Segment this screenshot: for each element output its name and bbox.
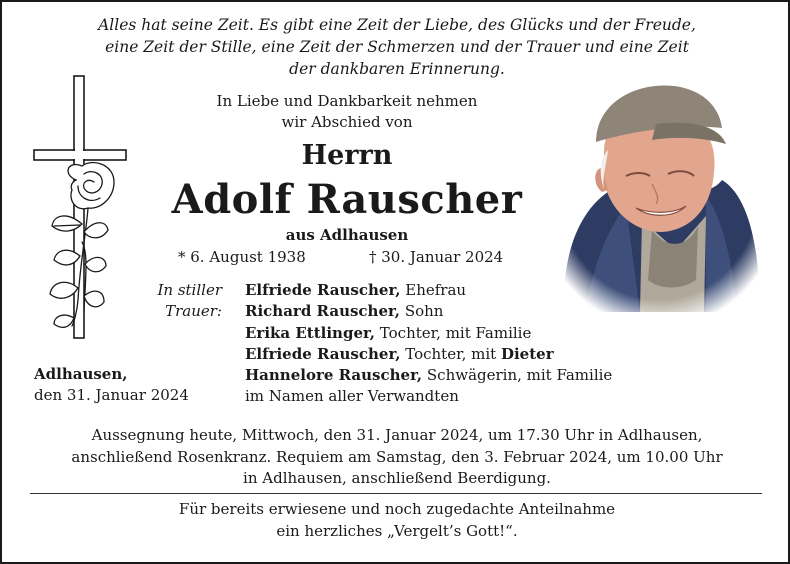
intro-text bbox=[142, 91, 552, 133]
mourning-label bbox=[122, 280, 222, 322]
mourner-name: Hannelore Rauscher, bbox=[245, 366, 423, 385]
deceased-origin: aus Adlhausen bbox=[285, 226, 409, 244]
intro-line: In Liebe und Dankbarkeit nehmen bbox=[216, 92, 478, 110]
divider bbox=[30, 493, 762, 494]
intro-line: wir Abschied von bbox=[281, 113, 413, 131]
mourner-entry bbox=[245, 344, 612, 365]
funeral-details bbox=[42, 425, 752, 490]
mourner-name: Elfriede Rauscher, bbox=[245, 281, 401, 299]
mourner-relation: Tochter, mit bbox=[400, 344, 501, 363]
thanks-line: ein herzliches „Vergelt’s Gott!“. bbox=[276, 521, 518, 540]
portrait-photo bbox=[556, 80, 762, 312]
mourners-list bbox=[245, 280, 612, 408]
death-date: † 30. Januar 2024 bbox=[369, 248, 504, 266]
place: Adlhausen, bbox=[34, 365, 128, 383]
mourning-label-line: Trauer: bbox=[165, 302, 222, 320]
quote-line: Alles hat seine Zeit. Es gibt eine Zeit der Liebe, des Glücks und der Freude, bbox=[98, 16, 696, 34]
thanks-line: Für bereits erwiesene und noch zugedachte Anteilnahme bbox=[178, 500, 616, 518]
mourner-relation: Sohn bbox=[400, 302, 444, 321]
birth-date: * 6. August 1938 bbox=[178, 248, 306, 266]
mourner-entry bbox=[245, 323, 612, 344]
funeral-line: anschließend Rosenkranz. Requiem am Samstag, den 3. Februar 2024, um 10.00 Uhr bbox=[71, 447, 723, 466]
quote-line: eine Zeit der Stille, eine Zeit der Schmerzen und der Trauer und eine Zeit bbox=[105, 38, 689, 56]
mourner-entry bbox=[245, 280, 612, 301]
deceased-name: Adolf Rauscher bbox=[171, 176, 523, 223]
date: den 31. Januar 2024 bbox=[34, 386, 189, 404]
mourner-relation: Tochter, mit Familie bbox=[375, 323, 532, 342]
mourner-entry bbox=[245, 301, 612, 322]
mourner-name: Elfriede Rauscher, bbox=[245, 344, 401, 363]
mourner-extra: Dieter bbox=[500, 344, 554, 363]
mourner-name: Erika Ettlinger, bbox=[245, 323, 376, 342]
mourners-closing: im Namen aller Verwandten bbox=[245, 387, 459, 406]
opening-quote bbox=[42, 14, 752, 80]
funeral-line: in Adlhausen, anschließend Beerdigung. bbox=[243, 469, 551, 487]
salutation: Herrn bbox=[301, 140, 393, 171]
mourner-entry bbox=[245, 365, 612, 386]
mourner-name: Richard Rauscher, bbox=[245, 302, 401, 321]
thanks-text bbox=[42, 499, 752, 542]
mourner-relation: Schwägerin, mit Familie bbox=[422, 366, 613, 385]
funeral-line: Aussegnung heute, Mittwoch, den 31. Januar 2024, um 17.30 Uhr in Adlhausen, bbox=[91, 426, 703, 444]
mourning-label-line: In stiller bbox=[157, 281, 222, 299]
mourner-relation: Ehefrau bbox=[400, 281, 467, 299]
place-date bbox=[34, 364, 189, 406]
quote-line: der dankbaren Erinnerung. bbox=[289, 60, 505, 78]
